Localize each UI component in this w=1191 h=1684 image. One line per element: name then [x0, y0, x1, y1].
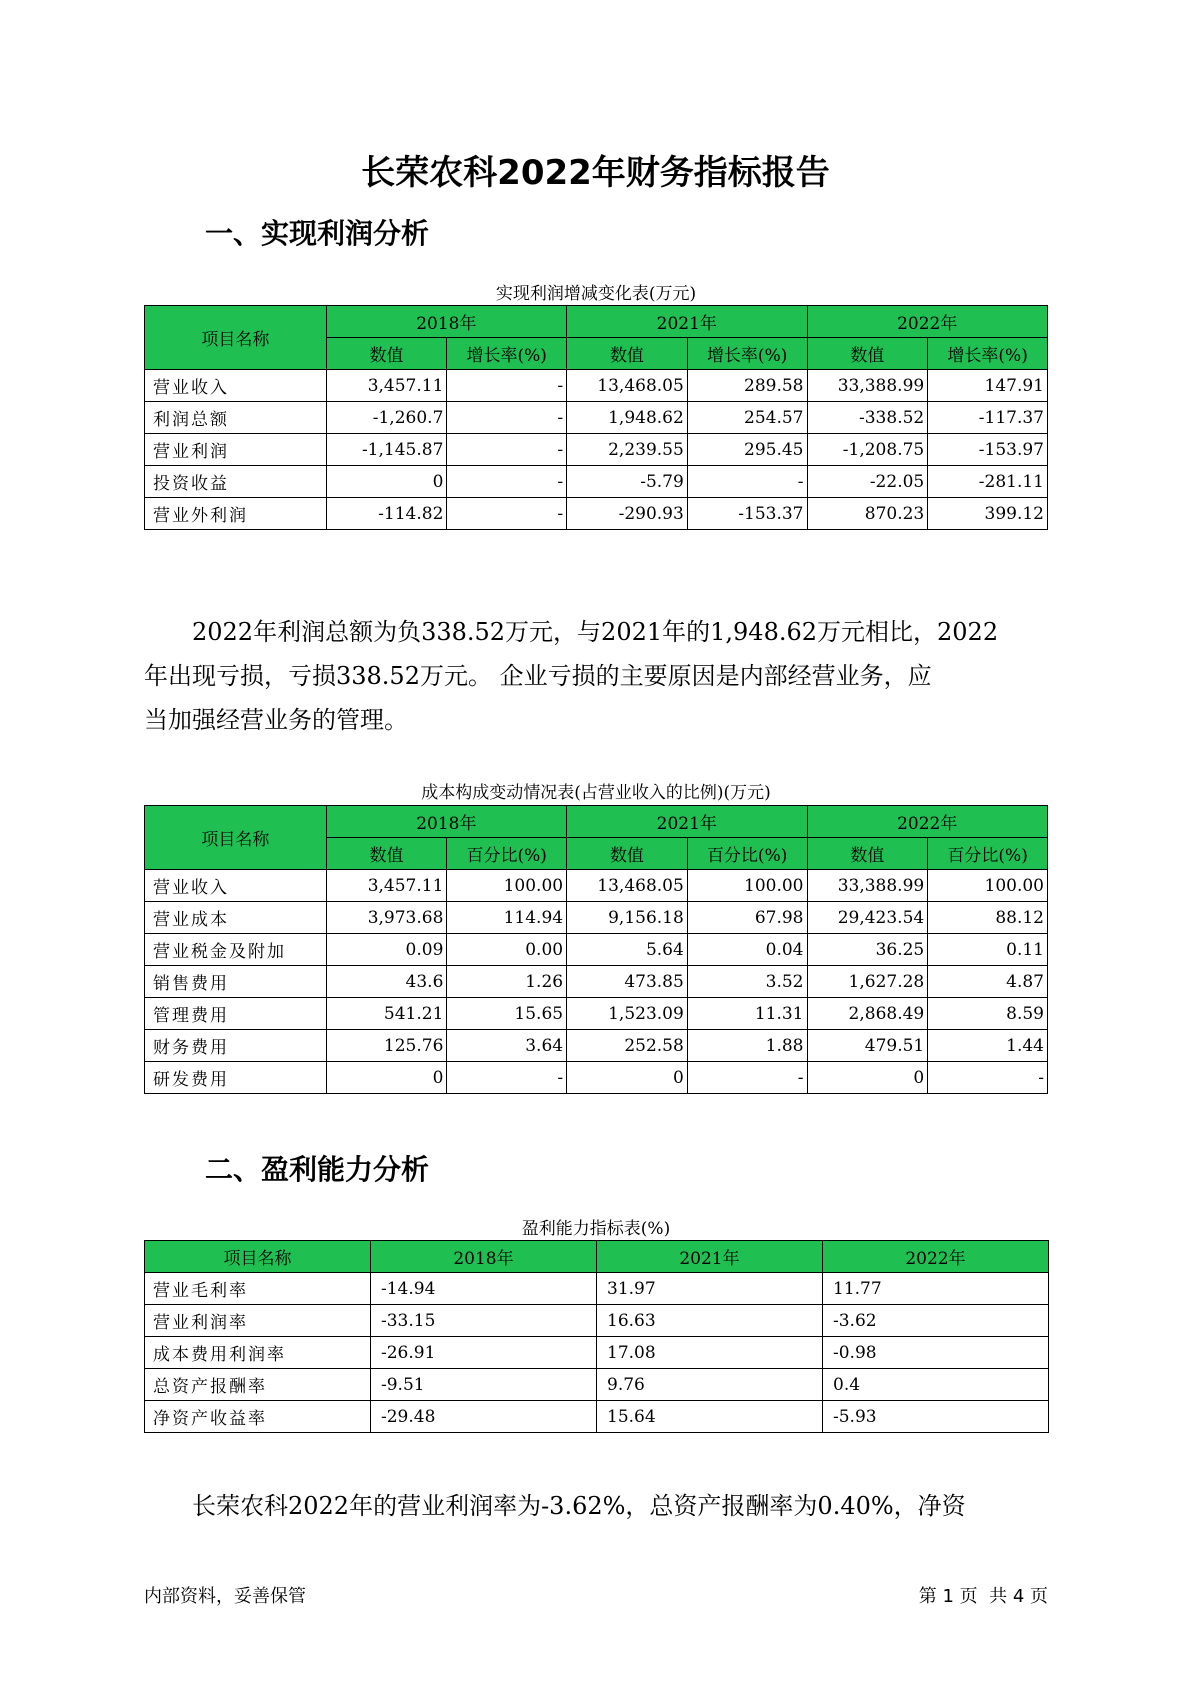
paragraph-line: 当加强经营业务的管理。 — [144, 706, 408, 734]
row-label: 成本费用利润率 — [145, 1337, 371, 1369]
table-cell: -1,145.87 — [326, 434, 447, 466]
table-cell: 1,523.09 — [567, 998, 688, 1030]
table-cell: 0.4 — [823, 1369, 1049, 1401]
footer-confidential-note: 内部资料，妥善保管 — [144, 1586, 306, 1607]
table-cell: 13,468.05 — [567, 870, 688, 902]
table-cell: -1,208.75 — [807, 434, 928, 466]
row-label: 净资产收益率 — [145, 1401, 371, 1433]
table-cell: -33.15 — [371, 1305, 597, 1337]
table-cell: 0 — [326, 466, 447, 498]
table-cell: 1.44 — [928, 1030, 1048, 1062]
table-cell: 3,973.68 — [326, 902, 447, 934]
section-heading-profit: 一、实现利润分析 — [205, 217, 430, 250]
table-cell: - — [447, 1062, 567, 1094]
table-cell: -9.51 — [371, 1369, 597, 1401]
table-cell: 11.77 — [823, 1273, 1049, 1305]
table-cell: 0 — [567, 1062, 688, 1094]
table-row — [145, 966, 1048, 998]
header-year: 2018年 — [326, 306, 566, 338]
table-cell: -22.05 — [807, 466, 928, 498]
row-label: 营业收入 — [145, 370, 327, 402]
table-cell: -26.91 — [371, 1337, 597, 1369]
header-percentage: 百分比(%) — [928, 838, 1048, 870]
table-cell: 4.87 — [928, 966, 1048, 998]
table-cell: 254.57 — [687, 402, 807, 434]
header-item-name: 项目名称 — [145, 806, 327, 870]
table-cell: -338.52 — [807, 402, 928, 434]
table-cell: 0.09 — [326, 934, 447, 966]
cost-structure-table — [144, 805, 1048, 1094]
paragraph-line: 长荣农科2022年的营业利润率为-3.62%，总资产报酬率为0.40%，净资 — [192, 1492, 966, 1520]
table-cell: 3,457.11 — [326, 870, 447, 902]
header-year: 2022年 — [823, 1241, 1049, 1273]
table-cell: 15.64 — [597, 1401, 823, 1433]
table-cell: -0.98 — [823, 1337, 1049, 1369]
table-cell: 125.76 — [326, 1030, 447, 1062]
table-cell: -153.97 — [928, 434, 1048, 466]
header-percentage: 百分比(%) — [447, 838, 567, 870]
table-cell: 0.00 — [447, 934, 567, 966]
table-caption-profitability: 盈利能力指标表(%) — [521, 1219, 671, 1239]
row-label: 营业利润率 — [145, 1305, 371, 1337]
profitability-table — [144, 1240, 1049, 1433]
table-cell: 3,457.11 — [326, 370, 447, 402]
table-cell: 15.65 — [447, 998, 567, 1030]
header-percentage: 百分比(%) — [687, 838, 807, 870]
table-cell: 3.52 — [687, 966, 807, 998]
table-cell: 16.63 — [597, 1305, 823, 1337]
table-cell: - — [447, 434, 567, 466]
header-year: 2022年 — [807, 306, 1048, 338]
table-cell: 147.91 — [928, 370, 1048, 402]
table-cell: 289.58 — [687, 370, 807, 402]
table-cell: 13,468.05 — [567, 370, 688, 402]
table-cell: 5.64 — [567, 934, 688, 966]
row-label: 管理费用 — [145, 998, 327, 1030]
table-cell: 31.97 — [597, 1273, 823, 1305]
profitability-paragraph — [144, 1484, 1064, 1528]
table-cell: 541.21 — [326, 998, 447, 1030]
table-cell: - — [687, 466, 807, 498]
table-cell: 114.94 — [447, 902, 567, 934]
row-label: 总资产报酬率 — [145, 1369, 371, 1401]
row-label: 利润总额 — [145, 402, 327, 434]
row-label: 销售费用 — [145, 966, 327, 998]
header-value: 数值 — [326, 338, 447, 370]
table-cell: - — [447, 402, 567, 434]
header-item-name: 项目名称 — [145, 1241, 371, 1273]
row-label: 营业收入 — [145, 870, 327, 902]
row-label: 营业毛利率 — [145, 1273, 371, 1305]
header-year: 2021年 — [567, 306, 807, 338]
row-label: 研发费用 — [145, 1062, 327, 1094]
table-cell: 9,156.18 — [567, 902, 688, 934]
page-title: 长荣农科2022年财务指标报告 — [361, 153, 830, 193]
header-year: 2018年 — [371, 1241, 597, 1273]
table-row — [145, 870, 1048, 902]
paragraph-line: 年出现亏损，亏损338.52万元。 企业亏损的主要原因是内部经营业务，应 — [144, 662, 932, 690]
table-cell: 88.12 — [928, 902, 1048, 934]
table-cell: 870.23 — [807, 498, 928, 530]
header-year: 2022年 — [807, 806, 1048, 838]
table-cell: -5.79 — [567, 466, 688, 498]
header-growth-rate: 增长率(%) — [687, 338, 807, 370]
table-cell: -29.48 — [371, 1401, 597, 1433]
profit-analysis-paragraph — [144, 610, 1064, 742]
table-cell: 33,388.99 — [807, 370, 928, 402]
header-growth-rate: 增长率(%) — [447, 338, 567, 370]
table-cell: 100.00 — [447, 870, 567, 902]
table-caption-cost-structure: 成本构成变动情况表(占营业收入的比例)(万元) — [421, 783, 771, 803]
row-label: 营业外利润 — [145, 498, 327, 530]
row-label: 营业税金及附加 — [145, 934, 327, 966]
table-cell: 3.64 — [447, 1030, 567, 1062]
table-cell: 399.12 — [928, 498, 1048, 530]
table-cell: 252.58 — [567, 1030, 688, 1062]
footer-page-number: 第 1 页 共 4 页 — [918, 1586, 1048, 1607]
table-cell: 29,423.54 — [807, 902, 928, 934]
header-value: 数值 — [567, 338, 688, 370]
table-cell: -281.11 — [928, 466, 1048, 498]
table-row — [145, 1337, 1049, 1369]
header-year: 2021年 — [597, 1241, 823, 1273]
table-row — [145, 1062, 1048, 1094]
table-cell: -5.93 — [823, 1401, 1049, 1433]
table-cell: 33,388.99 — [807, 870, 928, 902]
table-row — [145, 1369, 1049, 1401]
table-cell: 8.59 — [928, 998, 1048, 1030]
table-row — [145, 402, 1048, 434]
table-cell: 9.76 — [597, 1369, 823, 1401]
header-year: 2021年 — [567, 806, 807, 838]
table-cell: 1,948.62 — [567, 402, 688, 434]
table-row — [145, 1305, 1049, 1337]
table-row — [145, 902, 1048, 934]
table-cell: 2,239.55 — [567, 434, 688, 466]
table-cell: - — [447, 498, 567, 530]
paragraph-line: 2022年利润总额为负338.52万元，与2021年的1,948.62万元相比，2022 — [192, 618, 999, 646]
header-year: 2018年 — [326, 806, 566, 838]
table-cell: 1.88 — [687, 1030, 807, 1062]
row-label: 营业成本 — [145, 902, 327, 934]
table-row — [145, 998, 1048, 1030]
table-cell: 473.85 — [567, 966, 688, 998]
table-cell: 295.45 — [687, 434, 807, 466]
table-cell: -290.93 — [567, 498, 688, 530]
table-cell: 0 — [326, 1062, 447, 1094]
table-cell: 100.00 — [928, 870, 1048, 902]
table-cell: -1,260.7 — [326, 402, 447, 434]
cost-structure-table-body — [145, 870, 1048, 1094]
table-cell: 43.6 — [326, 966, 447, 998]
header-item-name: 项目名称 — [145, 306, 327, 370]
table-cell: - — [687, 1062, 807, 1094]
header-value: 数值 — [807, 838, 928, 870]
table-cell: 11.31 — [687, 998, 807, 1030]
table-cell: 100.00 — [687, 870, 807, 902]
header-value: 数值 — [326, 838, 447, 870]
row-label: 投资收益 — [145, 466, 327, 498]
table-cell: 1.26 — [447, 966, 567, 998]
profit-change-table-body — [145, 370, 1048, 530]
table-cell: -153.37 — [687, 498, 807, 530]
row-label: 财务费用 — [145, 1030, 327, 1062]
row-label: 营业利润 — [145, 434, 327, 466]
table-cell: -114.82 — [326, 498, 447, 530]
table-row — [145, 1401, 1049, 1433]
table-cell: -3.62 — [823, 1305, 1049, 1337]
table-cell: 479.51 — [807, 1030, 928, 1062]
table-row — [145, 1273, 1049, 1305]
table-cell: - — [447, 370, 567, 402]
table-cell: 0.11 — [928, 934, 1048, 966]
table-cell: - — [928, 1062, 1048, 1094]
table-cell: -14.94 — [371, 1273, 597, 1305]
table-row — [145, 466, 1048, 498]
header-growth-rate: 增长率(%) — [928, 338, 1048, 370]
table-caption-profit-change: 实现利润增减变化表(万元) — [495, 284, 697, 304]
table-row — [145, 498, 1048, 530]
table-cell: 17.08 — [597, 1337, 823, 1369]
table-cell: 2,868.49 — [807, 998, 928, 1030]
table-cell: 36.25 — [807, 934, 928, 966]
profitability-table-body — [145, 1273, 1049, 1433]
header-value: 数值 — [807, 338, 928, 370]
table-cell: 0.04 — [687, 934, 807, 966]
table-row — [145, 434, 1048, 466]
table-row — [145, 934, 1048, 966]
table-cell: 67.98 — [687, 902, 807, 934]
table-cell: - — [447, 466, 567, 498]
table-cell: 1,627.28 — [807, 966, 928, 998]
section-heading-profitability: 二、盈利能力分析 — [205, 1153, 430, 1186]
profit-change-table — [144, 305, 1048, 530]
table-cell: 0 — [807, 1062, 928, 1094]
table-cell: -117.37 — [928, 402, 1048, 434]
header-value: 数值 — [567, 838, 688, 870]
table-row — [145, 370, 1048, 402]
table-row — [145, 1030, 1048, 1062]
